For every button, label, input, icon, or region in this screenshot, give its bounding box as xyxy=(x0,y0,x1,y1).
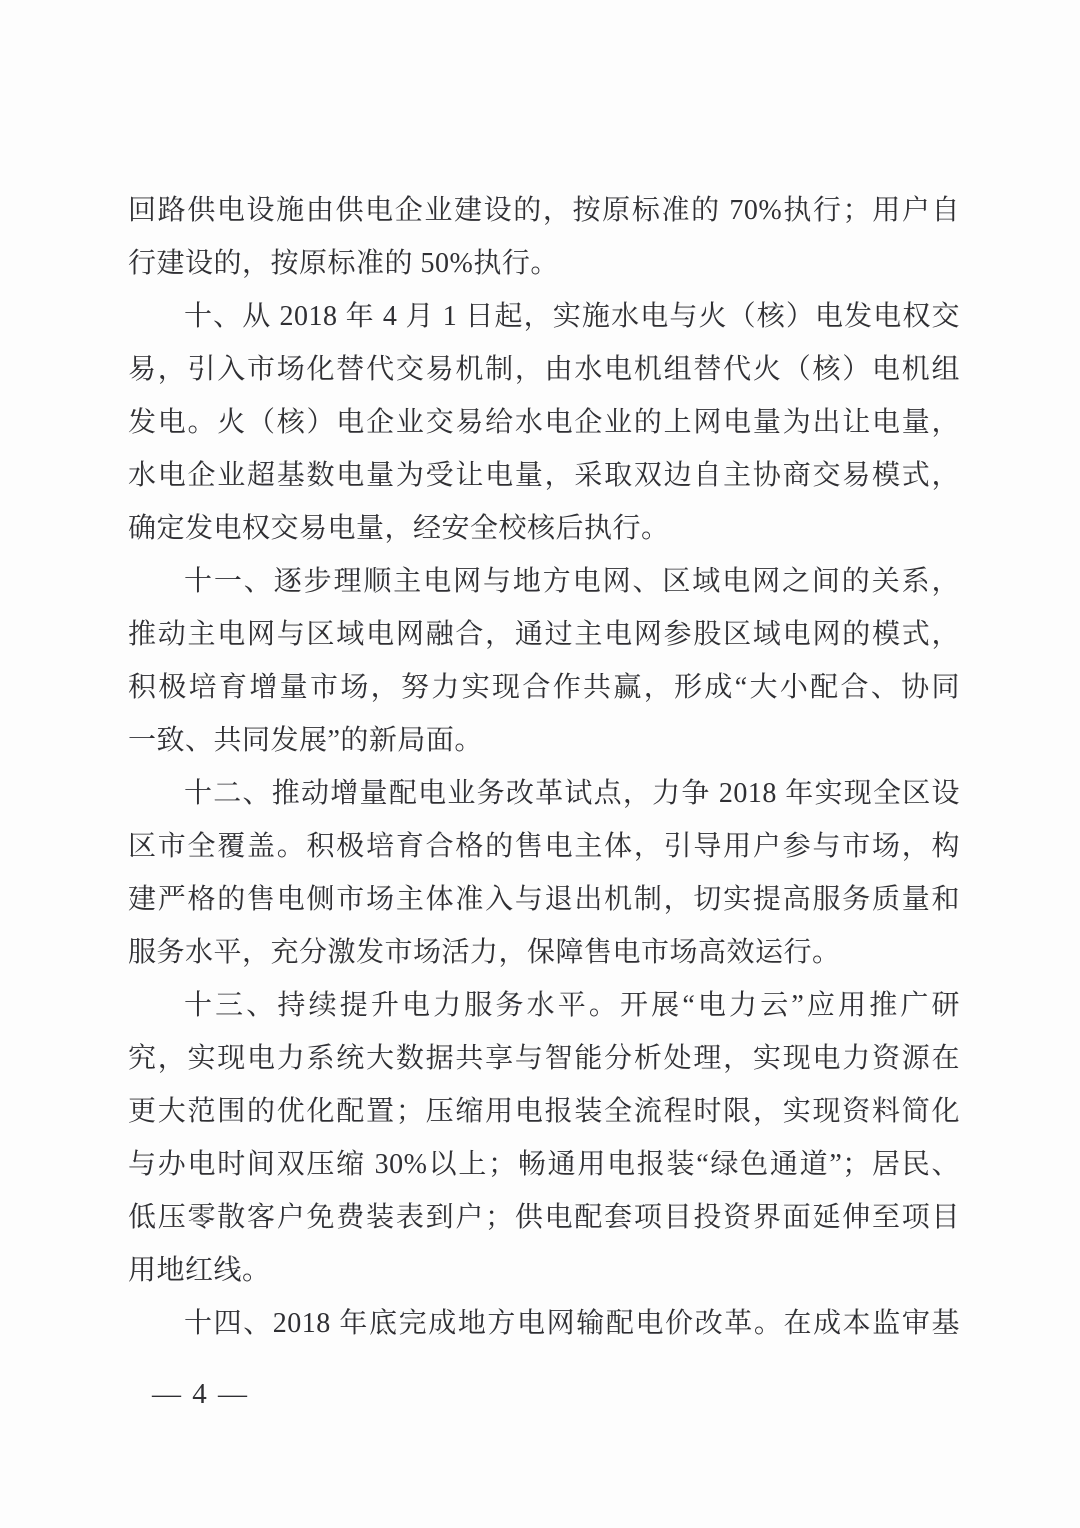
document-line: 服务水平，充分激发市场活力，保障售电市场高效运行。 xyxy=(128,937,841,968)
document-line: 推动主电网与区域电网融合，通过主电网参股区域电网的模式， xyxy=(128,619,960,650)
document-line: 积极培育增量市场，努力实现合作共赢，形成“大小配合、协同 xyxy=(128,672,960,703)
document-line: 确定发电权交易电量，经安全校核后执行。 xyxy=(128,513,670,544)
document-line: 行建设的，按原标准的 50%执行。 xyxy=(128,248,559,279)
document-line: 十、从 2018 年 4 月 1 日起，实施水电与火（核）电发电权交 xyxy=(184,301,960,332)
paragraph-item-10 xyxy=(128,290,960,555)
document-line: 十一、逐步理顺主电网与地方电网、区域电网之间的关系， xyxy=(184,566,960,597)
document-line: 发电。火（核）电企业交易给水电企业的上网电量为出让电量， xyxy=(128,407,960,438)
document-line: 一致、共同发展”的新局面。 xyxy=(128,725,483,756)
document-line: 区市全覆盖。积极培育合格的售电主体，引导用户参与市场，构 xyxy=(128,831,960,862)
document-line: 易，引入市场化替代交易机制，由水电机组替代火（核）电机组 xyxy=(128,354,960,385)
document-line: 水电企业超基数电量为受让电量，采取双边自主协商交易模式， xyxy=(128,460,960,491)
document-line: 建严格的售电侧市场主体准入与退出机制，切实提高服务质量和 xyxy=(128,884,960,915)
page-number: — 4 — xyxy=(152,1378,249,1410)
paragraph-item-11 xyxy=(128,555,960,767)
paragraph-continuation xyxy=(128,184,960,290)
document-line: 更大范围的优化配置；压缩用电报装全流程时限，实现资料简化 xyxy=(128,1096,960,1127)
document-line: 用地红线。 xyxy=(128,1255,271,1286)
document-line: 究，实现电力系统大数据共享与智能分析处理，实现电力资源在 xyxy=(128,1043,960,1074)
document-line: 十三、持续提升电力服务水平。开展“电力云”应用推广研 xyxy=(184,990,960,1021)
paragraph-item-13 xyxy=(128,979,960,1297)
paragraph-item-12 xyxy=(128,767,960,979)
paragraph-item-14 xyxy=(128,1297,960,1350)
document-line: 十四、2018 年底完成地方电网输配电价改革。在成本监审基 xyxy=(184,1308,960,1339)
document-line: 与办电时间双压缩 30%以上；畅通用电报装“绿色通道”；居民、 xyxy=(128,1149,960,1180)
document-line: 十二、推动增量配电业务改革试点，力争 2018 年实现全区设 xyxy=(184,778,960,809)
document-body xyxy=(128,184,960,1350)
document-line: 回路供电设施由供电企业建设的，按原标准的 70%执行；用户自 xyxy=(128,195,960,226)
document-line: 低压零散客户免费装表到户；供电配套项目投资界面延伸至项目 xyxy=(128,1202,960,1233)
